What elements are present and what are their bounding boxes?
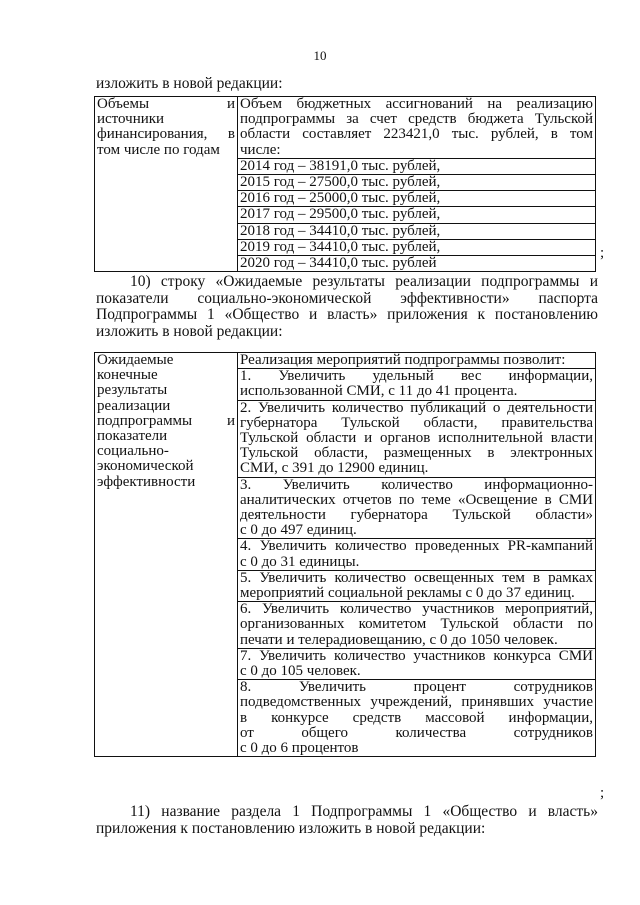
result-item-line: с 0 до 6 процентов	[240, 740, 359, 757]
result-item-line: 3. Увеличить количество информационно-	[240, 476, 593, 493]
result-item-line: подведомственных учреждений, принявших участие	[240, 694, 593, 711]
result-item-line: организованных комитетом Тульской области по	[240, 616, 593, 633]
page-number: 10	[313, 48, 327, 63]
results-value-cell	[238, 353, 596, 757]
result-item-line: в конкурсе средств массовой информации,	[240, 709, 593, 726]
year-line: 2019 год – 34410,0 тыс. рублей,	[238, 239, 595, 255]
result-item-line: Тульской области, размещенных в электронных	[240, 445, 593, 462]
year-line: 2018 год – 34410,0 тыс. рублей,	[238, 223, 595, 239]
result-item-line: печати и телерадиовещанию, с 0 до 1050 человек.	[240, 631, 558, 648]
label-line: источники	[97, 111, 165, 128]
result-item	[238, 648, 595, 679]
result-item-line: с 0 до 497 единиц.	[240, 522, 357, 539]
result-item-line: мероприятий социальной рекламы с 0 до 37 единиц.	[240, 585, 575, 602]
table-row	[95, 353, 596, 757]
results-table	[94, 352, 596, 757]
result-item	[238, 679, 595, 756]
result-item-line: от общего количества сотрудников	[240, 724, 593, 741]
intro-line: изложить в новой редакции:	[96, 75, 283, 92]
label-line: подпрограммы и	[97, 412, 235, 429]
result-item	[238, 477, 595, 539]
result-item-line: СМИ, с 391 до 12900 единиц.	[240, 460, 429, 477]
result-item-line: деятельности губернатора Тульской области»	[240, 507, 593, 524]
result-item-line: 2. Увеличить количество публикаций о деятельности	[240, 399, 593, 416]
years-list	[240, 158, 593, 271]
result-item	[238, 400, 595, 477]
semicolon: ;	[600, 785, 605, 801]
result-item-line: 8. Увеличить процент сотрудников	[240, 679, 593, 696]
results-label-cell	[95, 353, 238, 757]
year-line: 2016 год – 25000,0 тыс. рублей,	[238, 190, 595, 206]
result-item-line: аналитических отчетов по теме «Освещение в СМИ	[240, 491, 593, 508]
year-line: 2015 год – 27500,0 тыс. рублей,	[238, 174, 595, 190]
result-item	[238, 601, 595, 648]
result-item-line: 7. Увеличить количество участников конкурса СМИ	[240, 647, 593, 664]
financing-label-cell	[95, 97, 238, 272]
label-line: эффективности	[97, 473, 196, 490]
label-line: том числе по годам	[97, 141, 220, 158]
year-line: 2014 год – 38191,0 тыс. рублей,	[238, 158, 595, 174]
value-line: подпрограммы за счет средств бюджета Тульской	[240, 111, 593, 128]
result-item	[238, 368, 595, 399]
financing-value-cell	[238, 97, 596, 272]
paragraph-11: 11) название раздела 1 Подпрограммы 1 «Общество и власть» приложения к постановлению изложить в новой редакции:	[96, 803, 598, 837]
value-line: области составляет 223421,0 тыс. рублей, в том	[240, 126, 593, 143]
label-line: Ожидаемые конечные	[97, 352, 174, 384]
result-item-line: 6. Увеличить количество участников мероприятий,	[240, 601, 593, 618]
result-item-line: 1. Увеличить удельный вес информации,	[240, 368, 593, 385]
results-items	[240, 368, 593, 756]
label-line: экономической	[97, 458, 194, 475]
paragraph-10: 10) строку «Ожидаемые результаты реализации подпрограммы и показатели социально-экономической эффективности» паспорта Подпрограммы 1 «Общество и власть» приложения к постановлению изложить в новой редакции:	[96, 273, 598, 340]
result-item-line: использованной СМИ, с 11 до 41 процента.	[240, 383, 518, 400]
value-line: числе:	[240, 141, 281, 158]
result-item	[238, 538, 595, 569]
result-item-line: 4. Увеличить количество проведенных PR-кампаний	[240, 538, 593, 555]
year-line: 2020 год – 34410,0 тыс. рублей	[238, 255, 595, 271]
result-item-line: 5. Увеличить количество освещенных тем в рамках	[240, 569, 593, 586]
result-item-line: с 0 до 105 человек.	[240, 663, 361, 680]
year-line: 2017 год – 29500,0 тыс. рублей,	[238, 206, 595, 222]
financing-table	[94, 96, 596, 272]
value-line: Объем бюджетных ассигнований на реализацию	[240, 96, 593, 112]
label-line: Объемы и	[97, 96, 235, 112]
results-intro: Реализация мероприятий подпрограммы позволит:	[240, 352, 566, 368]
label-line: результаты реализации	[97, 382, 171, 414]
label-line: финансирования, в	[97, 126, 235, 143]
result-item	[238, 570, 595, 601]
semicolon: ;	[600, 245, 605, 261]
result-item-line: губернатора Тульской области, правительства	[240, 414, 593, 431]
table-row	[95, 97, 596, 272]
result-item-line: Тульской области и органов исполнительной власти	[240, 430, 593, 447]
result-item-line: с 0 до 31 единицы.	[240, 553, 360, 570]
label-line: показатели социально-	[97, 428, 169, 460]
